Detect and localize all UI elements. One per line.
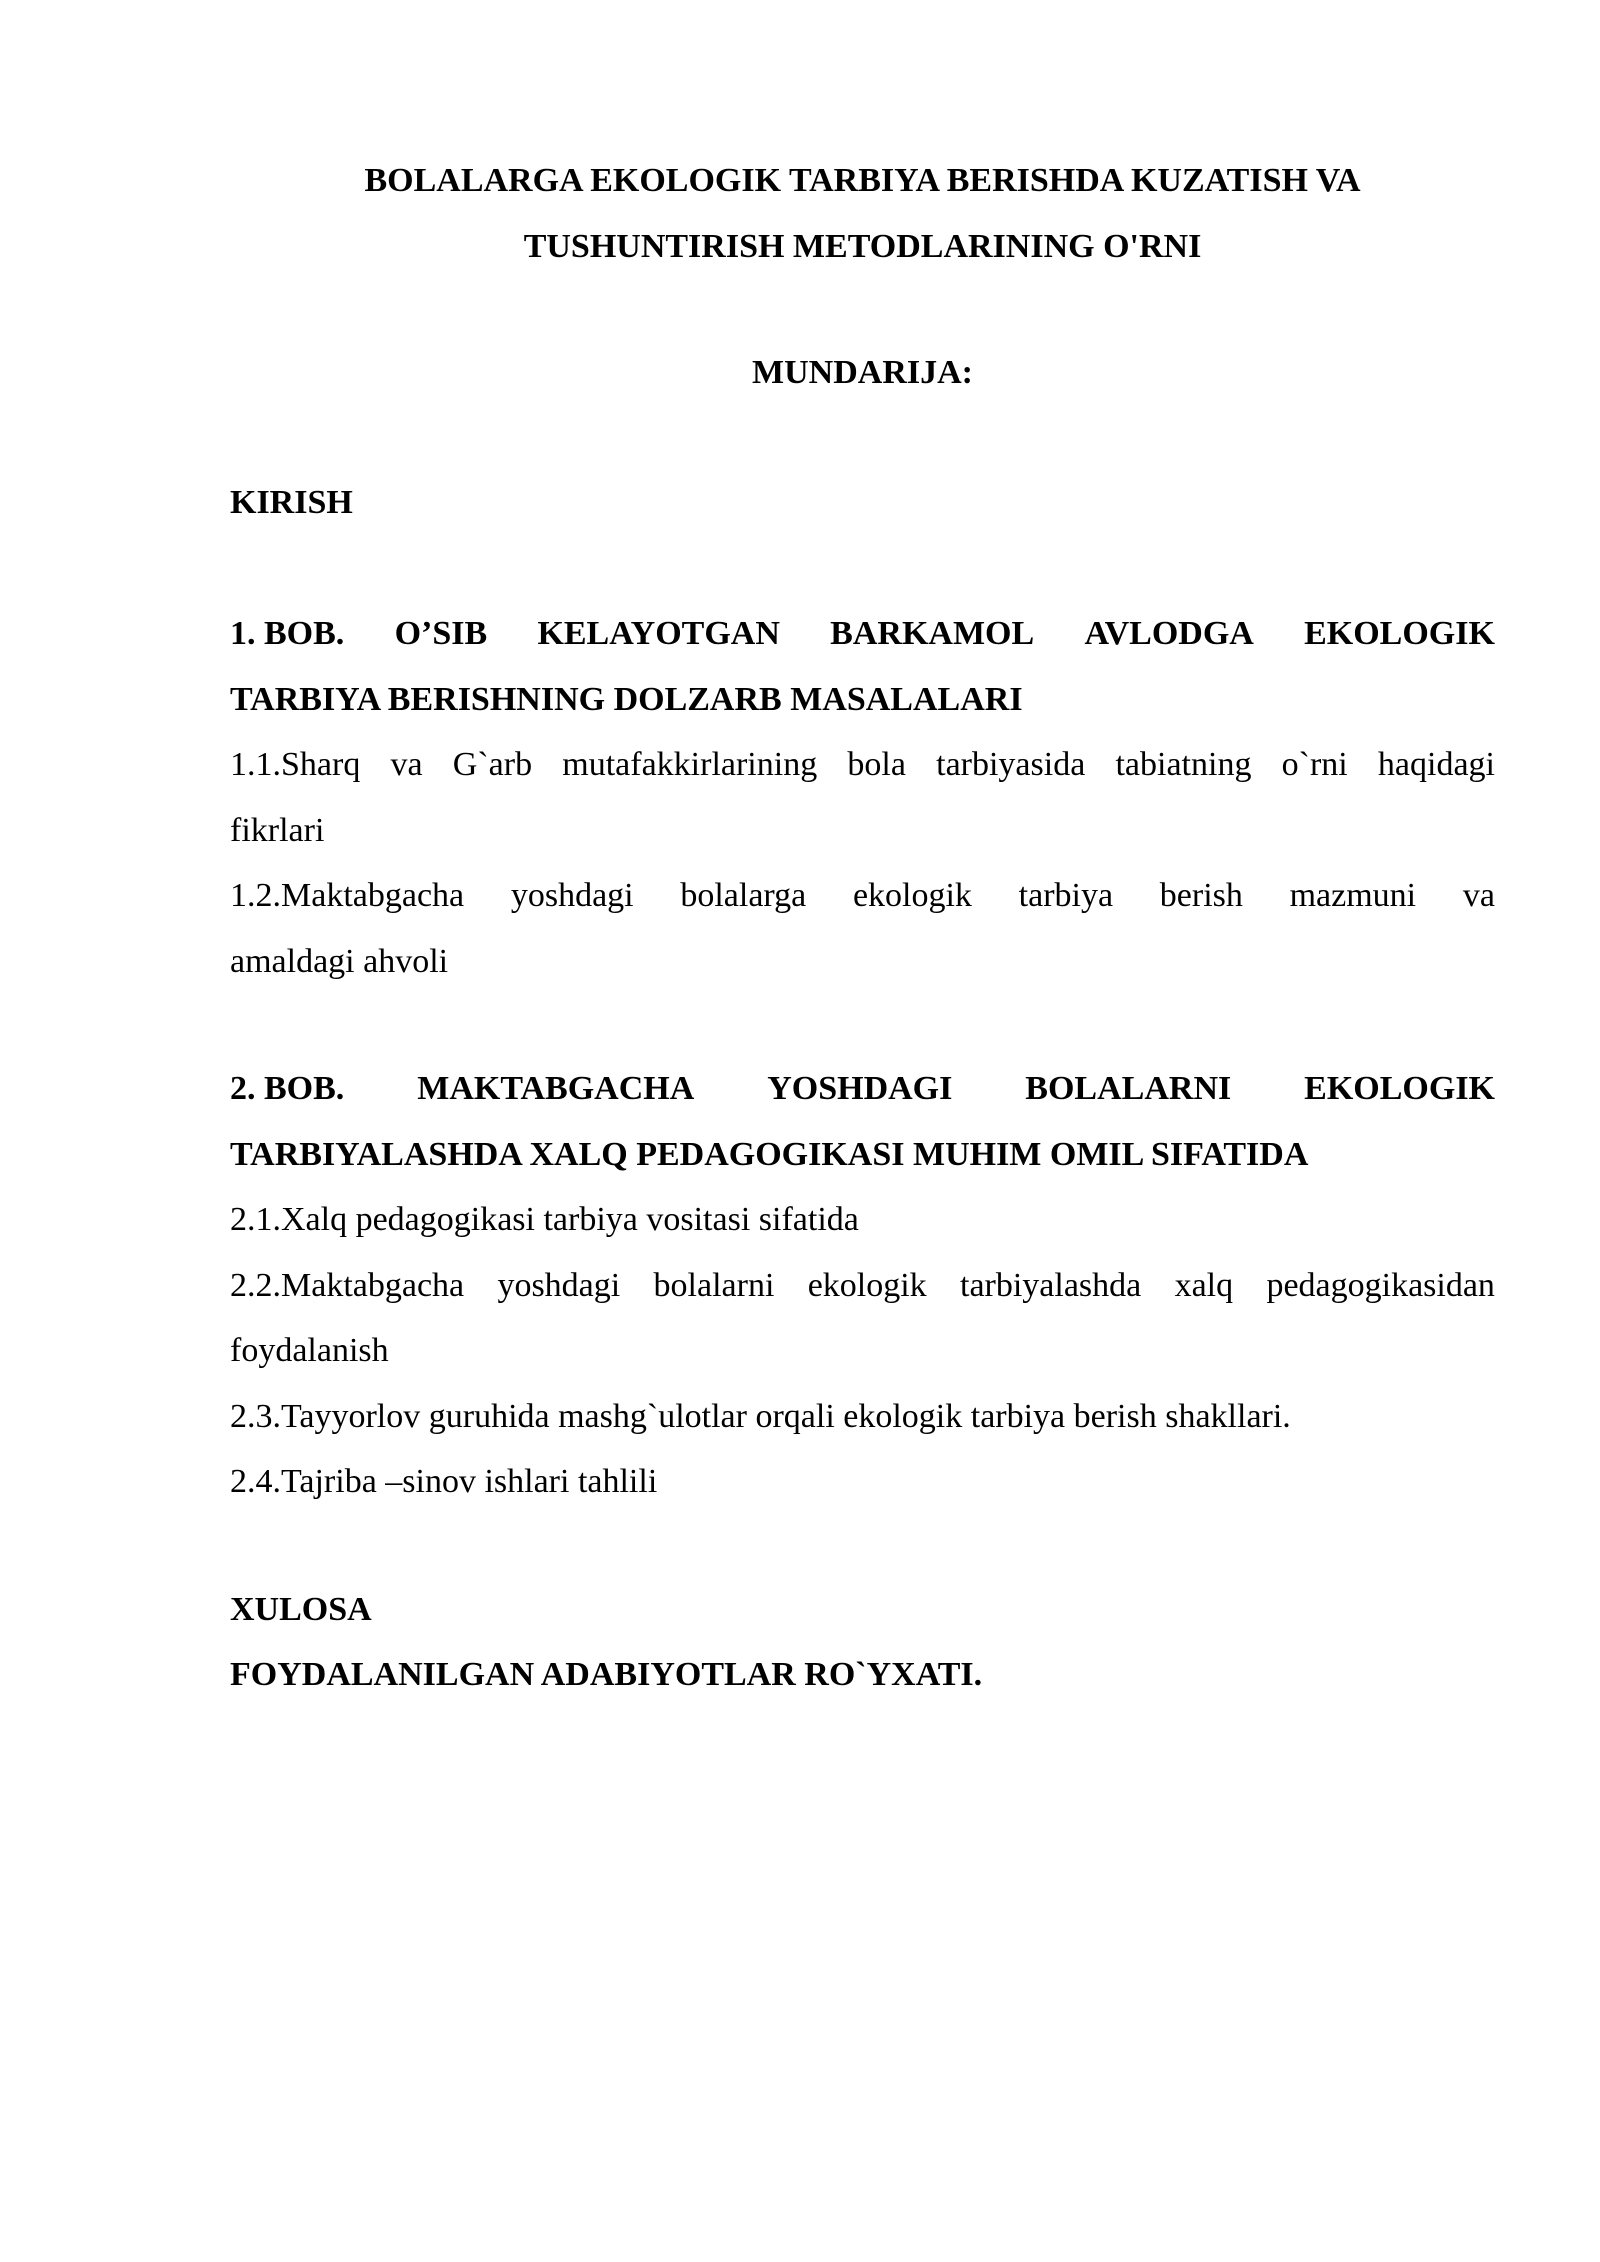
section-1-2-word: berish [1159,877,1243,914]
section-2-2-word: ekologik [807,1266,927,1304]
chapter-2-word: YOSHDAGI [767,1070,953,1107]
toc-chapter-1 [230,601,1495,994]
section-1-1-word: bola [847,746,906,783]
section-1-2-line-1 [230,863,1495,929]
section-2-2-word: pedagogikasidan [1266,1266,1495,1304]
section-2-1: 2.1.Xalq pedagogikasi tarbiya vositasi sifatida [230,1201,859,1238]
contents-heading: MUNDARIJA: [752,354,973,391]
chapter-2-word: EKOLOGIK [1304,1070,1495,1107]
document-page [230,0,1495,2262]
chapter-2-heading-line-2: TARBIYALASHDA XALQ PEDAGOGIKASI MUHIM OMIL SIFATIDA [230,1135,1309,1173]
section-1-1-word: tabiatning [1115,746,1252,783]
section-1-2-word: 1.2.Maktabgacha [230,877,465,914]
chapter-1-word: 1. BOB. [230,615,345,652]
section-2-3: 2.3.Tayyorlov guruhida mashg`ulotlar orqali ekologik tarbiya berish shakllari. [230,1397,1291,1435]
chapter-1-word: AVLODGA [1084,615,1254,652]
section-1-1-word: 1.1.Sharq [230,746,361,783]
section-2-2-word: 2.2.Maktabgacha [230,1266,465,1304]
section-2-2-word: yoshdagi [497,1266,621,1304]
section-1-2-word: va [1462,877,1495,914]
section-1-2-word: ekologik [852,877,972,914]
section-1-2-word: tarbiya [1018,877,1114,914]
toc-intro: KIRISH [230,484,353,521]
section-2-2-word: xalq [1174,1266,1234,1304]
section-2-4: 2.4.Tajriba –sinov ishlari tahlili [230,1463,658,1500]
toc-references: FOYDALANILGAN ADABIYOTLAR RO`YXATI. [230,1656,983,1693]
section-2-2-word: tarbiyalashda [960,1266,1142,1304]
section-1-1-word: haqidagi [1377,746,1495,783]
section-1-2-line-2: amaldagi ahvoli [230,942,449,980]
section-1-2-word: yoshdagi [510,877,634,914]
section-1-1-word: tarbiyasida [936,746,1086,783]
section-2-2-line-2: foydalanish [230,1332,389,1369]
section-1-1-word: mutafakkirlarining [562,746,818,783]
toc-chapter-2 [230,1056,1495,1515]
chapter-2-word: 2. BOB. [230,1070,345,1107]
chapter-1-heading-line-2: TARBIYA BERISHNING DOLZARB MASALALARI [230,680,1023,718]
section-2-2-line-1 [230,1253,1495,1319]
chapter-1-word: BARKAMOL [830,615,1035,652]
chapter-1-word: EKOLOGIK [1304,615,1495,652]
title-line-2: TUSHUNTIRISH METODLARINING O'RNI [523,228,1202,265]
section-1-1-word: G`arb [452,746,533,783]
section-1-2-word: mazmuni [1289,877,1417,914]
document-title [230,148,1495,280]
section-1-1-line-1 [230,732,1495,798]
chapter-1-heading-line-1 [230,601,1495,667]
chapter-2-word: BOLALARNI [1025,1070,1232,1107]
chapter-2-word: MAKTABGACHA [417,1070,695,1107]
chapter-2-heading-line-1 [230,1056,1495,1122]
toc-conclusion: XULOSA [230,1591,372,1628]
section-1-1-word: va [390,746,423,783]
chapter-1-word: O’SIB [394,615,488,652]
section-2-2-word: bolalarni [653,1266,775,1304]
section-1-1-word: o`rni [1281,746,1348,783]
section-1-2-word: bolalarga [680,877,807,914]
chapter-1-word: KELAYOTGAN [537,615,780,652]
title-line-1: BOLALARGA EKOLOGIK TARBIYA BERISHDA KUZATISH VA [364,162,1361,199]
section-1-1-line-2: fikrlari [230,811,325,849]
